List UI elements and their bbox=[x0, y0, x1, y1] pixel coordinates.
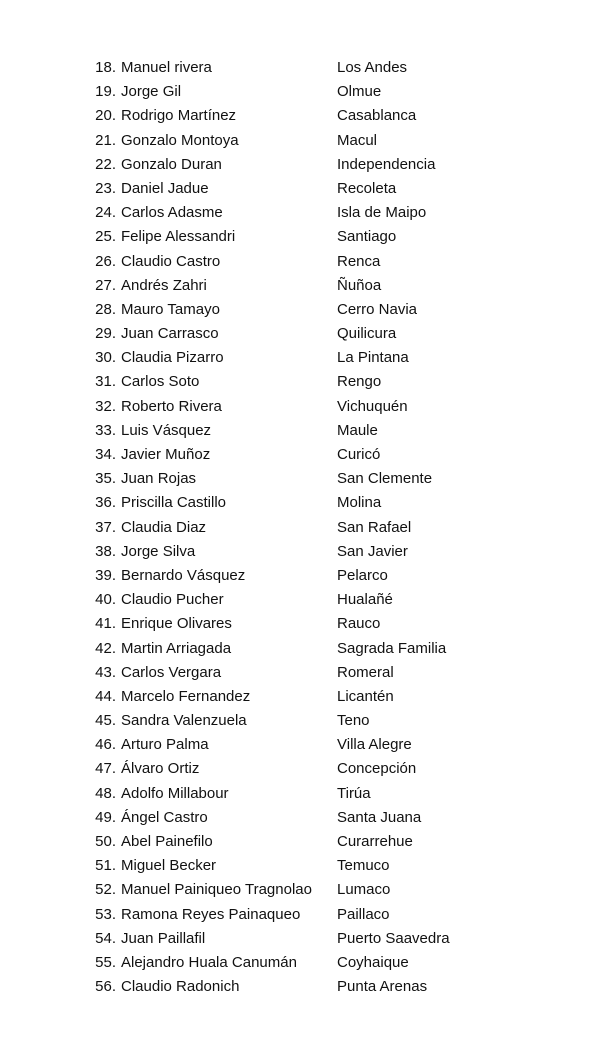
commune-name: Rauco bbox=[337, 615, 381, 633]
list-item bbox=[0, 661, 599, 685]
commune-name: Teno bbox=[337, 712, 370, 730]
person-name: Manuel Painiqueo Tragnolao bbox=[121, 881, 312, 899]
list-item bbox=[0, 322, 599, 346]
item-number: 24. bbox=[95, 204, 116, 222]
item-number: 52. bbox=[95, 881, 116, 899]
person-name: Martin Arriagada bbox=[121, 639, 232, 657]
list-item bbox=[0, 975, 599, 999]
commune-name: Paillaco bbox=[337, 905, 390, 923]
list-item bbox=[0, 467, 599, 491]
item-number: 33. bbox=[95, 421, 116, 439]
person-name: Jorge Gil bbox=[121, 83, 182, 101]
commune-name: Temuco bbox=[337, 857, 390, 875]
commune-name: Maule bbox=[337, 421, 378, 439]
person-name: Felipe Alessandri bbox=[121, 228, 236, 246]
person-name: Adolfo Millabour bbox=[121, 784, 229, 802]
list-item bbox=[0, 104, 599, 128]
item-number: 30. bbox=[95, 349, 116, 367]
item-number: 28. bbox=[95, 300, 116, 318]
list-item bbox=[0, 806, 599, 830]
list-item bbox=[0, 782, 599, 806]
person-name: Rodrigo Martínez bbox=[121, 107, 237, 125]
commune-name: Macul bbox=[337, 131, 378, 149]
person-name: Jorge Silva bbox=[121, 542, 196, 560]
commune-name: Romeral bbox=[337, 663, 394, 681]
commune-name: Licantén bbox=[337, 687, 394, 705]
item-number: 26. bbox=[95, 252, 116, 270]
list-item bbox=[0, 153, 599, 177]
commune-name: Quilicura bbox=[337, 325, 397, 343]
item-number: 34. bbox=[95, 446, 116, 463]
commune-name: Los Andes bbox=[337, 59, 408, 76]
list-item bbox=[0, 709, 599, 733]
commune-name: Rengo bbox=[337, 373, 382, 391]
item-number: 22. bbox=[95, 155, 116, 173]
list-item bbox=[0, 177, 599, 201]
commune-name: San Clemente bbox=[337, 470, 433, 488]
item-number: 56. bbox=[95, 978, 116, 996]
commune-name: Coyhaique bbox=[337, 953, 409, 971]
list-item bbox=[0, 564, 599, 588]
person-name: Sandra Valenzuela bbox=[121, 712, 247, 730]
list-item bbox=[0, 903, 599, 927]
item-number: 53. bbox=[95, 905, 116, 923]
person-name: Miguel Becker bbox=[121, 857, 217, 875]
commune-name: Villa Alegre bbox=[337, 736, 412, 754]
item-number: 38. bbox=[95, 542, 116, 560]
list-item bbox=[0, 346, 599, 370]
commune-name: Casablanca bbox=[337, 107, 417, 125]
item-number: 40. bbox=[95, 591, 116, 609]
commune-name: Ñuñoa bbox=[337, 276, 382, 294]
item-number: 31. bbox=[95, 373, 116, 391]
item-number: 36. bbox=[95, 494, 116, 512]
item-number: 35. bbox=[95, 470, 116, 488]
person-name: Claudio Radonich bbox=[121, 978, 240, 996]
person-name: Alejandro Huala Canumán bbox=[121, 953, 297, 971]
item-number: 41. bbox=[95, 615, 116, 633]
person-name: Carlos Vergara bbox=[121, 663, 222, 681]
commune-name: San Javier bbox=[337, 542, 408, 560]
item-number: 46. bbox=[95, 736, 116, 754]
commune-name: Puerto Saavedra bbox=[337, 929, 450, 947]
commune-name: Tirúa bbox=[337, 784, 371, 802]
person-name: Daniel Jadue bbox=[121, 179, 209, 197]
list-item bbox=[0, 854, 599, 878]
item-number: 27. bbox=[95, 276, 116, 294]
commune-name: Curicó bbox=[337, 446, 381, 463]
item-number: 54. bbox=[95, 929, 116, 947]
commune-name: Concepción bbox=[337, 760, 417, 778]
commune-name: Cerro Navia bbox=[337, 300, 418, 318]
item-number: 32. bbox=[95, 397, 116, 415]
list-item bbox=[0, 491, 599, 515]
commune-name: Independencia bbox=[337, 155, 436, 173]
commune-name: Sagrada Familia bbox=[337, 639, 447, 657]
commune-name: Curarrehue bbox=[337, 833, 413, 850]
commune-name: Hualañé bbox=[337, 591, 393, 609]
person-name: Juan Carrasco bbox=[121, 325, 219, 343]
numbered-list bbox=[0, 56, 599, 999]
person-name: Arturo Palma bbox=[121, 736, 209, 754]
item-number: 25. bbox=[95, 228, 116, 246]
list-item bbox=[0, 201, 599, 225]
item-number: 43. bbox=[95, 663, 116, 681]
list-item bbox=[0, 588, 599, 612]
person-name: Claudio Pucher bbox=[121, 591, 224, 609]
person-name: Álvaro Ortiz bbox=[121, 760, 200, 778]
list-item bbox=[0, 443, 599, 467]
item-number: 19. bbox=[95, 83, 116, 101]
item-number: 39. bbox=[95, 566, 116, 584]
person-name: Juan Rojas bbox=[121, 470, 197, 488]
list-item bbox=[0, 516, 599, 540]
person-name: Marcelo Fernandez bbox=[121, 687, 251, 705]
item-number: 55. bbox=[95, 953, 116, 971]
commune-name: Recoleta bbox=[337, 179, 397, 197]
item-number: 23. bbox=[95, 179, 116, 197]
person-name: Gonzalo Duran bbox=[121, 155, 222, 173]
person-name: Mauro Tamayo bbox=[121, 300, 220, 318]
list-item bbox=[0, 927, 599, 951]
person-name: Claudio Castro bbox=[121, 252, 221, 270]
list-item bbox=[0, 56, 599, 80]
item-number: 47. bbox=[95, 760, 116, 778]
commune-name: San Rafael bbox=[337, 518, 412, 536]
commune-name: Punta Arenas bbox=[337, 978, 428, 996]
list-item bbox=[0, 395, 599, 419]
list-item bbox=[0, 250, 599, 274]
list-item bbox=[0, 129, 599, 153]
commune-name: La Pintana bbox=[337, 349, 409, 367]
list-item bbox=[0, 733, 599, 757]
person-name: Luis Vásquez bbox=[121, 421, 212, 439]
item-number: 20. bbox=[95, 107, 116, 125]
list-item bbox=[0, 225, 599, 249]
commune-name: Santiago bbox=[337, 228, 397, 246]
list-item bbox=[0, 951, 599, 975]
item-number: 50. bbox=[95, 833, 116, 850]
list-item bbox=[0, 419, 599, 443]
commune-name: Pelarco bbox=[337, 566, 388, 584]
item-number: 51. bbox=[95, 857, 116, 875]
person-name: Abel Painefilo bbox=[121, 833, 213, 850]
list-item bbox=[0, 80, 599, 104]
item-number: 49. bbox=[95, 808, 116, 826]
item-number: 45. bbox=[95, 712, 116, 730]
item-number: 48. bbox=[95, 784, 116, 802]
list-item bbox=[0, 274, 599, 298]
person-name: Priscilla Castillo bbox=[121, 494, 227, 512]
list-item bbox=[0, 830, 599, 854]
person-name: Ramona Reyes Painaqueo bbox=[121, 905, 301, 923]
person-name: Enrique Olivares bbox=[121, 615, 232, 633]
person-name: Carlos Adasme bbox=[121, 204, 223, 222]
commune-name: Molina bbox=[337, 494, 382, 512]
item-number: 18. bbox=[95, 59, 116, 76]
person-name: Manuel rivera bbox=[121, 59, 212, 76]
list-item bbox=[0, 878, 599, 902]
list-item bbox=[0, 685, 599, 709]
person-name: Juan Paillafil bbox=[121, 929, 206, 947]
person-name: Ángel Castro bbox=[121, 808, 208, 826]
commune-name: Vichuquén bbox=[337, 397, 408, 415]
item-number: 21. bbox=[95, 131, 116, 149]
item-number: 42. bbox=[95, 639, 116, 657]
commune-name: Renca bbox=[337, 252, 381, 270]
item-number: 29. bbox=[95, 325, 116, 343]
item-number: 37. bbox=[95, 518, 116, 536]
commune-name: Olmue bbox=[337, 83, 382, 101]
list-item bbox=[0, 370, 599, 394]
list-item bbox=[0, 637, 599, 661]
person-name: Claudia Pizarro bbox=[121, 349, 224, 367]
person-name: Bernardo Vásquez bbox=[121, 566, 246, 584]
person-name: Carlos Soto bbox=[121, 373, 200, 391]
list-item bbox=[0, 540, 599, 564]
commune-name: Santa Juana bbox=[337, 808, 422, 826]
list-item bbox=[0, 612, 599, 636]
list-item bbox=[0, 757, 599, 781]
person-name: Gonzalo Montoya bbox=[121, 131, 239, 149]
commune-name: Lumaco bbox=[337, 881, 391, 899]
person-name: Claudia Diaz bbox=[121, 518, 207, 536]
person-name: Andrés Zahri bbox=[121, 276, 207, 294]
list-item bbox=[0, 298, 599, 322]
commune-name: Isla de Maipo bbox=[337, 204, 427, 222]
item-number: 44. bbox=[95, 687, 116, 705]
person-name: Roberto Rivera bbox=[121, 397, 222, 415]
person-name: Javier Muñoz bbox=[121, 446, 211, 463]
